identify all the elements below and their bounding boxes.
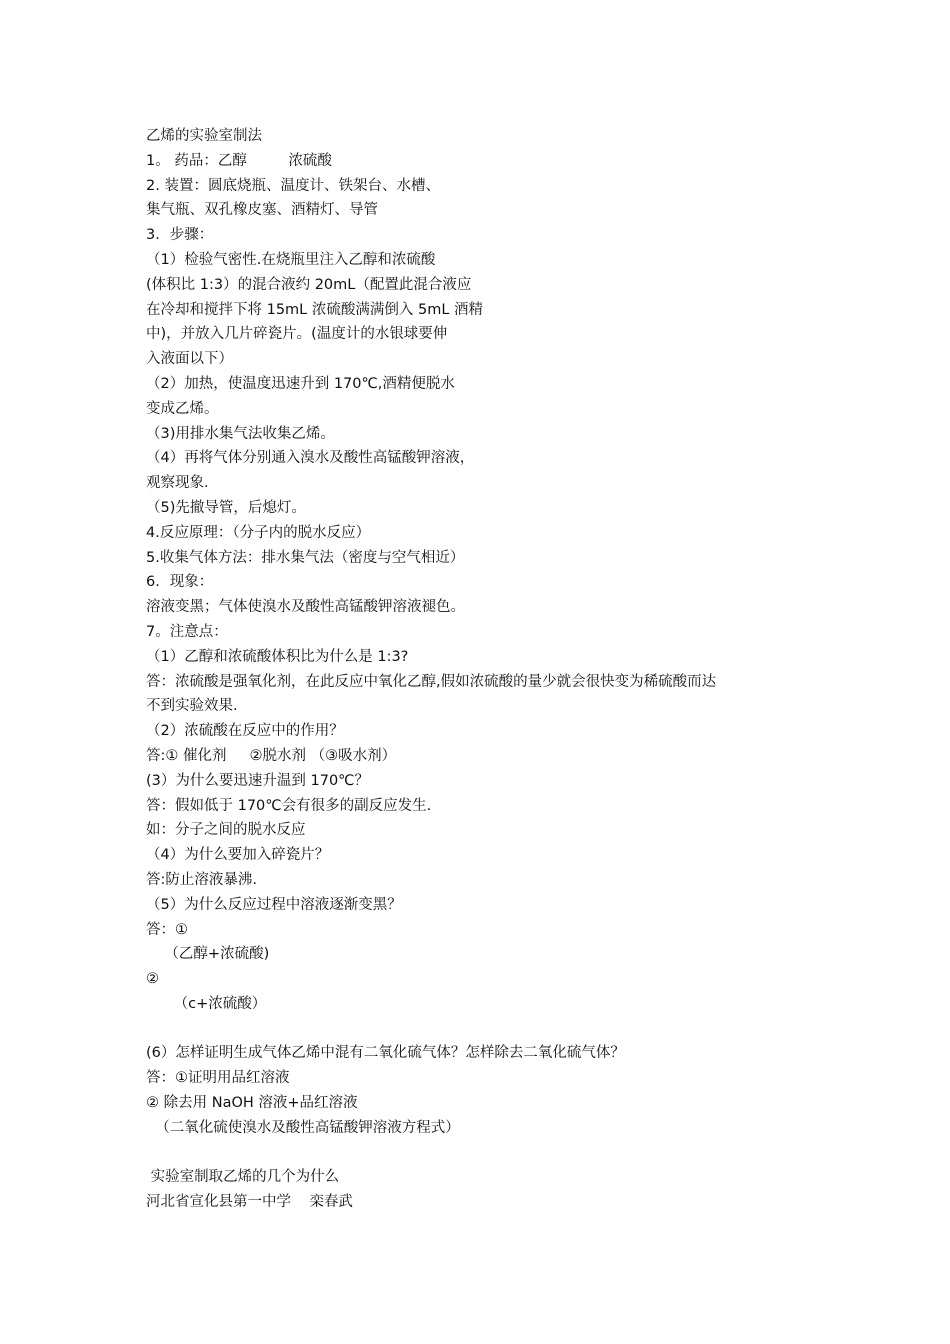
doc-line-a1-cont: 不到实验效果. <box>146 698 238 715</box>
doc-line-step1-cont4: 入液面以下） <box>146 351 233 368</box>
doc-line-step4-cont: 观察现象. <box>146 475 209 492</box>
doc-line-collection: 5.收集气体方法：排水集气法（密度与空气相近） <box>146 549 465 566</box>
doc-line-a6-item2: ② 除去用 NaOH 溶液+品红溶液 <box>146 1095 358 1112</box>
doc-line-q2: （2）浓硫酸在反应中的作用？ <box>146 723 344 740</box>
doc-line-a6-note: （二氧化硫使溴水及酸性高锰酸钾溶液方程式） <box>146 1119 460 1136</box>
doc-line-a3-cont: 如：分子之间的脱水反应 <box>146 822 306 839</box>
doc-blank-line <box>146 1017 846 1042</box>
doc-line-a5: 答：① <box>146 921 188 938</box>
doc-line-apparatus: 2. 装置：圆底烧瓶、温度计、铁架台、水槽、 <box>146 177 440 194</box>
doc-line-a4: 答:防止溶液暴沸. <box>146 871 257 888</box>
doc-line-a5-item1: （乙醇+浓硫酸) <box>146 946 270 963</box>
doc-line-step5: （5)先撤导管，后熄灯。 <box>146 499 306 516</box>
doc-line-q1: （1）乙醇和浓硫酸体积比为什么是 1:3? <box>146 648 409 665</box>
doc-line-step1-cont1: (体积比 1:3）的混合液约 20mL（配置此混合液应 <box>146 276 472 293</box>
doc-line-q3: (3）为什么要迅速升温到 170℃？ <box>146 772 369 789</box>
doc-title: 乙烯的实验室制法 <box>146 128 262 144</box>
doc-line-apparatus-cont: 集气瓶、双孔橡皮塞、酒精灯、导管 <box>146 202 378 219</box>
doc-line-q6: (6）怎样证明生成气体乙烯中混有二氧化硫气体？怎样除去二氧化硫气体？ <box>146 1045 625 1062</box>
doc-line-a5-item2-cont: （c+浓硫酸） <box>146 995 267 1012</box>
doc-line-q5: （5）为什么反应过程中溶液逐渐变黑？ <box>146 896 402 913</box>
doc-line-reagents: 1。 药品：乙醇 浓硫酸 <box>146 152 332 169</box>
doc-line-q4: （4）为什么要加入碎瓷片？ <box>146 847 330 864</box>
doc-line-step1-cont2: 在冷却和搅拌下将 15mL 浓硫酸满满倒入 5mL 酒精 <box>146 301 484 318</box>
doc-line-a6: 答：①证明用品红溶液 <box>146 1070 290 1087</box>
doc-blank-line <box>146 1141 846 1166</box>
doc-line-phenomena: 溶液变黑；气体使溴水及酸性高锰酸钾溶液褪色。 <box>146 599 465 616</box>
doc-line-step1: （1）检验气密性.在烧瓶里注入乙醇和浓硫酸 <box>146 251 436 268</box>
doc-line-principle: 4.反应原理：（分子内的脱水反应） <box>146 524 371 541</box>
doc-line-notes-heading: 7。注意点： <box>146 623 228 640</box>
doc-line-a2: 答:① 催化剂 ②脱水剂 （③吸水剂） <box>146 747 397 764</box>
doc-line-step3: （3)用排水集气法收集乙烯。 <box>146 425 335 442</box>
document-body <box>146 124 846 1215</box>
doc-line-author: 河北省宣化县第一中学 栾春武 <box>146 1194 353 1211</box>
doc-line-a3: 答：假如低于 170℃会有很多的副反应发生. <box>146 797 432 814</box>
doc-line-step2: （2）加热，使温度迅速升到 170℃,酒精便脱水 <box>146 375 455 392</box>
doc-line-a1: 答：浓硫酸是强氧化剂，在此反应中氧化乙醇,假如浓硫酸的量少就会很快变为稀硫酸而达 <box>146 673 717 690</box>
doc-line-a5-item2: ② <box>146 971 159 988</box>
doc-line-phenomena-heading: 6．现象： <box>146 574 214 591</box>
doc-line-step2-cont: 变成乙烯。 <box>146 400 219 417</box>
doc-line-step1-cont3: 中)，并放入几片碎瓷片。(温度计的水银球要伸 <box>146 326 448 343</box>
doc-line-step4: （4）再将气体分别通入溴水及酸性高锰酸钾溶液， <box>146 450 475 467</box>
doc-line-section-title: 实验室制取乙烯的几个为什么 <box>146 1169 340 1186</box>
doc-line-steps-heading: 3．步骤： <box>146 227 214 244</box>
